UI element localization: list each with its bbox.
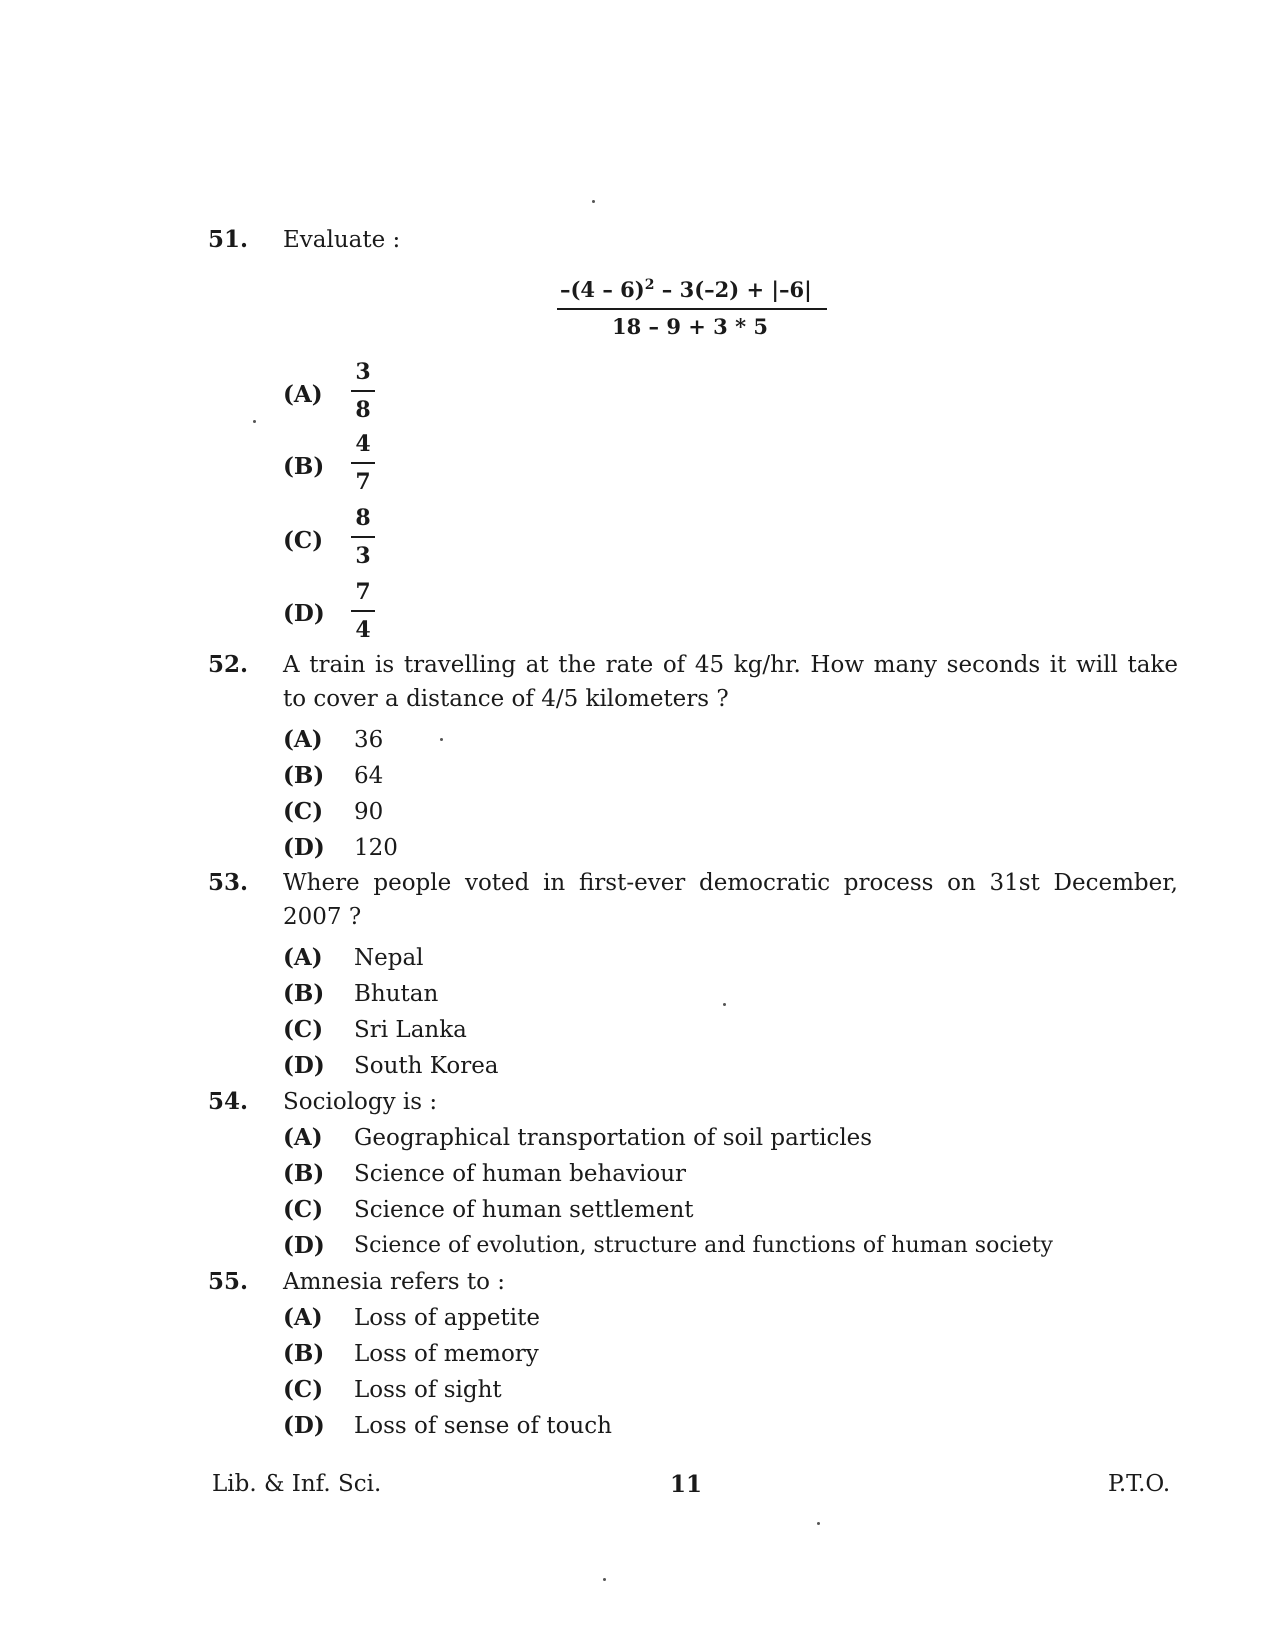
footer-subject: Lib. & Inf. Sci. [212, 1471, 382, 1497]
option-text: South Korea [354, 1053, 499, 1079]
option-text: 90 [354, 799, 384, 825]
scan-speck [592, 200, 595, 203]
question-number: 54. [208, 1088, 249, 1115]
question-text: Evaluate : [283, 227, 401, 253]
option-letter: (C) [283, 527, 324, 554]
option-letter: (B) [283, 980, 325, 1007]
question-number: 53. [208, 869, 249, 896]
expression-denominator: 18 – 9 + 3 * 5 [612, 314, 769, 339]
question-number: 52. [208, 651, 249, 678]
scan-speck [817, 1522, 820, 1525]
option-text: Sri Lanka [354, 1017, 467, 1043]
option-text: Science of human settlement [354, 1197, 694, 1223]
option-text: Loss of sight [354, 1377, 502, 1403]
question-text-line-1: A train is travelling at the rate of 45 kg/hr. How many seconds it will take [283, 652, 1178, 678]
option-letter: (A) [283, 944, 323, 971]
option-letter: (A) [283, 1304, 323, 1331]
fraction-bar [557, 308, 827, 310]
option-letter: (D) [283, 600, 325, 627]
option-text: Loss of memory [354, 1341, 539, 1367]
question-text: Amnesia refers to : [283, 1269, 506, 1295]
option-letter: (D) [283, 1052, 325, 1079]
option-letter: (B) [283, 762, 325, 789]
option-fraction: 8 3 [348, 504, 378, 570]
expression-numerator: –(4 – 6)$^2$ – 3(–2) + |–6| [560, 277, 812, 302]
option-letter: (A) [283, 381, 323, 408]
scan-speck [253, 420, 256, 423]
option-text: Loss of appetite [354, 1305, 540, 1331]
option-letter: (D) [283, 1232, 325, 1259]
option-letter: (C) [283, 798, 324, 825]
option-text: 36 [354, 727, 384, 753]
option-letter: (C) [283, 1196, 324, 1223]
question-text-line-2: 2007 ? [283, 904, 362, 930]
option-letter: (D) [283, 834, 325, 861]
option-letter: (C) [283, 1376, 324, 1403]
question-text-line-2: to cover a distance of 4/5 kilometers ? [283, 686, 729, 712]
option-text: 64 [354, 763, 384, 789]
question-text: Sociology is : [283, 1089, 438, 1115]
option-text: Geographical transportation of soil particles [354, 1125, 873, 1151]
footer-page-number: 11 [670, 1471, 703, 1498]
footer-pto: P.T.O. [1108, 1471, 1171, 1497]
option-letter: (D) [283, 1412, 325, 1439]
scan-speck [440, 738, 443, 741]
option-fraction: 7 4 [348, 578, 378, 644]
scan-speck [603, 1578, 606, 1581]
scan-speck [723, 1003, 726, 1006]
option-letter: (B) [283, 1340, 325, 1367]
option-letter: (A) [283, 1124, 323, 1151]
option-text: Bhutan [354, 981, 439, 1007]
option-letter: (A) [283, 726, 323, 753]
question-text-line-1: Where people voted in first-ever democratic process on 31st December, [283, 870, 1178, 896]
question-number: 55. [208, 1268, 249, 1295]
option-letter: (B) [283, 1160, 325, 1187]
option-fraction: 4 7 [348, 430, 378, 496]
option-text: 120 [354, 835, 398, 861]
option-fraction: 3 8 [348, 358, 378, 424]
option-text: Nepal [354, 945, 424, 971]
option-text: Loss of sense of touch [354, 1413, 612, 1439]
option-text: Science of evolution, structure and functions of human society [354, 1233, 1053, 1258]
question-number: 51. [208, 226, 249, 253]
option-letter: (B) [283, 453, 325, 480]
option-text: Science of human behaviour [354, 1161, 687, 1187]
option-letter: (C) [283, 1016, 324, 1043]
